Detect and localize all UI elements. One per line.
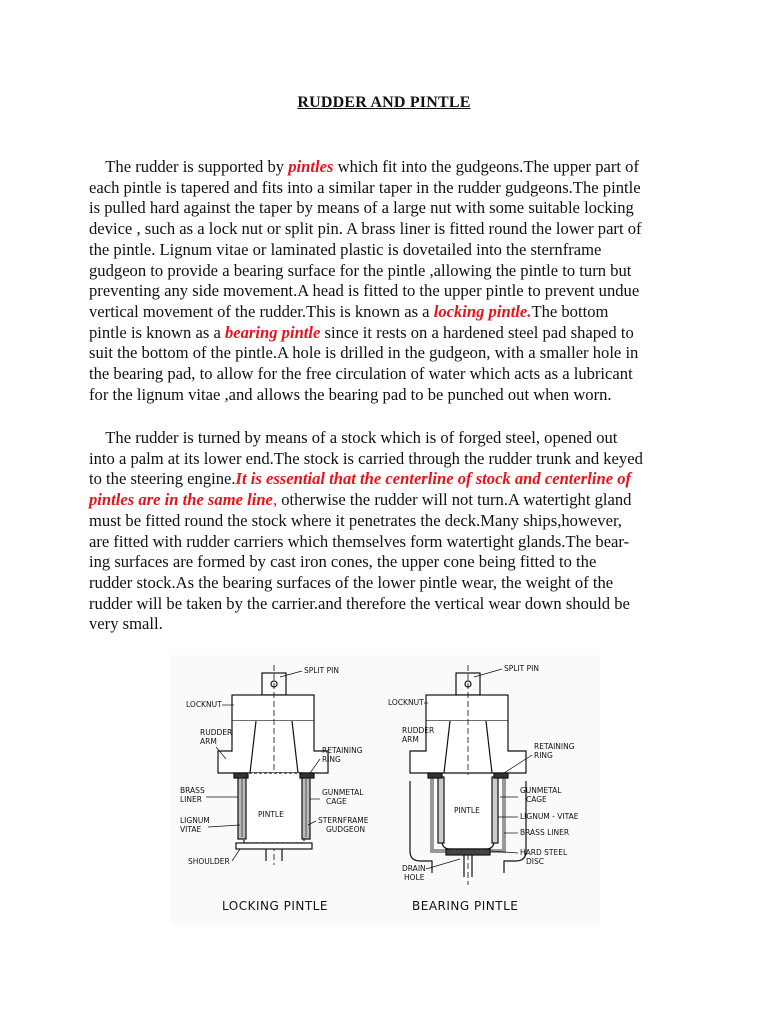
text-line: for the lignum vitae ,and allows the bearing pad to be punched out when worn. (89, 384, 612, 404)
label-rudder: RUDDER (200, 728, 233, 737)
label-gunmetal: GUNMETAL (322, 788, 364, 797)
label-lignum: LIGNUM (180, 816, 210, 825)
text-line: gudgeon to provide a bearing surface for the pintle ,allowing the pintle to turn but (89, 260, 632, 280)
text-line: rudder will be taken by the carrier.and therefore the vertical wear down should be (89, 593, 630, 613)
label-sternframe: STERNFRAME (318, 816, 369, 825)
text-line: very small. (89, 614, 163, 634)
label-gudgeon: GUDGEON (326, 825, 366, 834)
text-line: suit the bottom of the pintle.A hole is drilled in the gudgeon, with a smaller hole in (89, 343, 639, 363)
text-line (89, 302, 687, 323)
label-shoulder: SHOULDER (188, 857, 230, 866)
label-ring: RING (534, 751, 553, 760)
label-locknut: LOCKNUT (186, 700, 222, 709)
label-brass-liner: BRASS LINER (520, 828, 570, 837)
label-arm: ARM (402, 735, 419, 744)
paragraph-2 (89, 428, 687, 635)
text-line (89, 157, 687, 178)
text-line: The rudder is turned by means of a stock which is of forged steel, opened out (89, 428, 618, 447)
document-title: RUDDER AND PINTLE (297, 94, 471, 111)
label-hole: HOLE (404, 873, 425, 882)
label-cage: CAGE (326, 797, 347, 806)
text-run: to the steering engine. (89, 469, 236, 489)
caption-locking-pintle: LOCKING PINTLE (222, 899, 328, 913)
text-line (89, 490, 687, 511)
label-split-pin: SPLIT PIN (504, 664, 539, 673)
label-pintle: PINTLE (258, 810, 284, 819)
paragraph-1 (89, 157, 687, 405)
label-brass: BRASS (180, 786, 205, 795)
text-run: since it rests on a hardened steel pad shaped to (320, 322, 634, 342)
text-line: device , such as a lock nut or split pin. A brass liner is fitted round the lower part of (89, 219, 642, 239)
text-line: the pintle. Lignum vitae or laminated plastic is dovetailed into the sternframe (89, 239, 602, 259)
text-run: pintle is known as a (89, 322, 225, 342)
caption-bearing-pintle: BEARING PINTLE (412, 899, 519, 913)
label-ring: RING (322, 755, 341, 764)
highlight-pintles: pintles (288, 157, 334, 176)
label-drain: DRAIN (402, 864, 426, 873)
text-line: each pintle is tapered and fits into a similar taper in the rudder gudgeons.The pintle (89, 177, 641, 197)
text-line: into a palm at its lower end.The stock is carried through the rudder trunk and keyed (89, 448, 643, 468)
label-arm: ARM (200, 737, 217, 746)
label-retaining: RETAINING (322, 746, 363, 755)
label-split-pin: SPLIT PIN (304, 666, 339, 675)
text-line: the bearing pad, to allow for the free circulation of water which acts as a lubricant (89, 364, 633, 384)
text-line (89, 323, 687, 344)
text-run: , (272, 490, 278, 510)
text-line: ing surfaces are formed by cast iron cones, the upper cone being fitted to the (89, 552, 597, 572)
highlight-same-line: pintles are in the same line (89, 490, 273, 510)
highlight-centerline: It is essential that the centerline of stock and centerline of (235, 469, 632, 489)
label-cage: CAGE (526, 795, 547, 804)
label-lignum-vitae: LIGNUM - VITAE (520, 812, 579, 821)
highlight-locking-pintle: locking pintle. (433, 301, 532, 321)
label-liner: LINER (180, 795, 202, 804)
label-pintle: PINTLE (454, 806, 480, 815)
label-rudder: RUDDER (402, 726, 435, 735)
highlight-bearing-pintle: bearing pintle (224, 322, 321, 342)
label-gunmetal: GUNMETAL (520, 786, 562, 795)
pintle-diagram (170, 655, 600, 925)
text-run: The bottom (531, 301, 609, 321)
text-line (89, 469, 687, 490)
text-line: rudder stock.As the bearing surfaces of the lower pintle wear, the weight of the (89, 572, 614, 592)
text-run: vertical movement of the rudder.This is known as a (89, 301, 434, 321)
label-hard-steel: HARD STEEL (520, 848, 568, 857)
label-locknut: LOCKNUT (388, 698, 424, 707)
label-vitae: VITAE (180, 825, 202, 834)
label-retaining: RETAINING (534, 742, 575, 751)
text-run: The rudder is supported by (89, 157, 289, 176)
pintle-diagram-svg (170, 655, 600, 925)
text-run: otherwise the rudder will not turn.A watertight gland (277, 490, 632, 510)
label-disc: DISC (526, 857, 544, 866)
text-line: is pulled hard against the taper by means of a large nut with some suitable locking (89, 198, 634, 218)
text-line: are fitted with rudder carriers which themselves form watertight glands.The bear- (89, 531, 630, 551)
text-line: preventing any side movement.A head is fitted to the upper pintle to prevent undue (89, 281, 640, 301)
text-line: must be fitted round the stock where it penetrates the deck.Many ships,however, (89, 510, 622, 530)
text-run: which fit into the gudgeons.The upper part of (333, 157, 639, 176)
